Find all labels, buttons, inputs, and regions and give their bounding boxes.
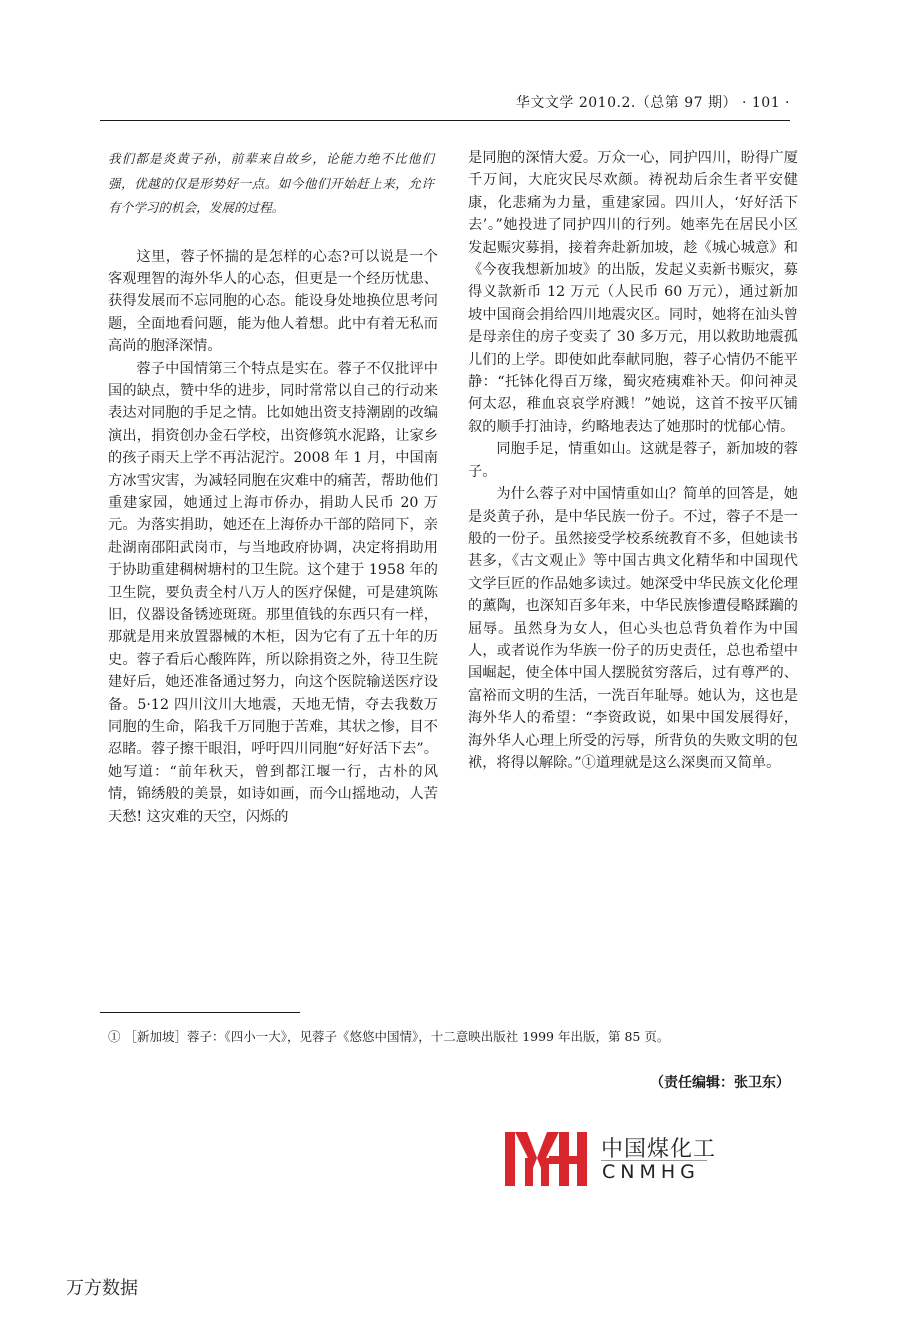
running-header: 华文文学 2010.2.（总第 97 期） · 101 ·	[515, 95, 790, 111]
logo-english-text: CNMHG	[602, 1161, 700, 1183]
logo-mark-icon	[505, 1128, 591, 1188]
publisher-logo	[505, 1128, 725, 1188]
paragraph: 同胞手足，情重如山。这就是蓉子，新加坡的蓉子。	[468, 441, 798, 480]
block-quote: 我们都是炎黄子孙，前辈来自故乡，论能力绝不比他们强，优越的仅是形势好一点。如今他们开始赶上来，允许有个学习的机会，发展的过程。	[108, 151, 434, 215]
logo-chinese-text: 中国煤化工	[601, 1137, 717, 1162]
paragraph: 这里，蓉子怀揣的是怎样的心态?可以说是一个客观理智的海外华人的心态，但更是一个经历忧患、获得发展而不忘同胞的心态。能设身处地换位思考问题，全面地看问题，能为他人着想。此中有着无私而高尚的胞泽深情。	[108, 248, 438, 355]
footnote: ① ［新加坡］蓉子：《四小一大》，见蓉子《悠悠中国情》，十二意映出版社 1999 年出版，第 85 页。	[108, 1029, 670, 1044]
source-watermark: 万方数据	[66, 1278, 138, 1299]
paragraph: 为什么蓉子对中国情重如山？简单的回答是，她是炎黄子孙，是中华民族一份子。不过，蓉子不是一般的一份子。虽然接受学校系统教育不多，但她读书甚多，《古文观止》等中国古典文化精华和中国现代文学巨匠的作品她多读过。她深受中华民族文化伦理的薰陶，也深知百多年来，中华民族惨遭侵略蹂躏的屈辱。虽然身为女人，但心头也总背负着作为中国人，或者说作为华族一份子的历史责任，总也希望中国崛起，使全体中国人摆脱贫穷落后，过有尊严的、富裕而文明的生活，一洗百年耻辱。她认为，这也是海外华人的希望：“李资政说，如果中国发展得好，海外华人心理上所受的污辱，所背负的失败文明的包袱，将得以解除。”①道理就是这么深奥而又简单。	[468, 486, 798, 771]
left-column	[108, 147, 438, 828]
footnote-divider	[100, 1012, 300, 1013]
editor-credit: （责任编辑：张卫东）	[650, 1075, 790, 1091]
right-column	[468, 147, 798, 774]
paragraph: 是同胞的深情大爱。万众一心，同护四川，盼得广厦千万间，大庇灾民尽欢颜。祷祝劫后余生者平安健康，化悲痛为力量，重建家园。四川人，‘好好活下去’。”她投进了同护四川的行列。她率先在居民小区发起赈灾募捐，接着奔赴新加坡，趁《城心城意》和《今夜我想新加坡》的出版，发起义卖新书赈灾，募得义款新币 12 万元（人民币 60 万元），通过新加坡中国商会捐给四川地震灾区。同时，她将在汕头曾是母亲住的房子变卖了 30 多万元，用以救助地震孤儿们的上学。即使如此奉献同胞，蓉子心情仍不能平静：“托钵化得百万缘，蜀灾疮痍难补天。仰问神灵何太忍，稚血哀哀学府溅！”她说，这首不按平仄铺叙的顺手打油诗，约略地表达了她那时的忧郁心情。	[468, 150, 798, 435]
paragraph: 蓉子中国情第三个特点是实在。蓉子不仅批评中国的缺点，赞中华的进步，同时常常以自己的行动来表达对同胞的手足之情。比如她出资支持潮剧的改编演出，捐资创办金石学校，出资修筑水泥路，让家乡的孩子雨天上学不再沾泥泞。2008 年 1 月，中国南方冰雪灾害，为减轻同胞在灾难中的痛苦，帮助他们重建家园，她通过上海市侨办，捐助人民币 20 万元。为落实捐助，她还在上海侨办干部的陪同下，亲赴湖南邵阳武岗市，与当地政府协调，决定将捐助用于协助重建稠树塘村的卫生院。这个建于 1958 年的卫生院，要负责全村八万人的医疗保健，可是建筑陈旧，仪器设备锈迹斑斑。那里值钱的东西只有一样，那就是用来放置器械的木柜，因为它有了五十年的历史。蓉子看后心酸阵阵，所以除捐资之外，待卫生院建好后，她还准备通过努力，向这个医院输送医疗设备。5·12 四川汶川大地震，天地无情，夺去我数万同胞的生命，陷我千万同胞于苦难，其状之惨，目不忍睹。蓉子擦干眼泪，呼吁四川同胞“好好活下去”。她写道：“前年秋天，曾到都江堰一行，古朴的风情，锦绣般的美景，如诗如画，而今山摇地动，人苦天愁! 这灾难的天空，闪烁的	[108, 360, 438, 825]
header-divider	[100, 120, 790, 121]
